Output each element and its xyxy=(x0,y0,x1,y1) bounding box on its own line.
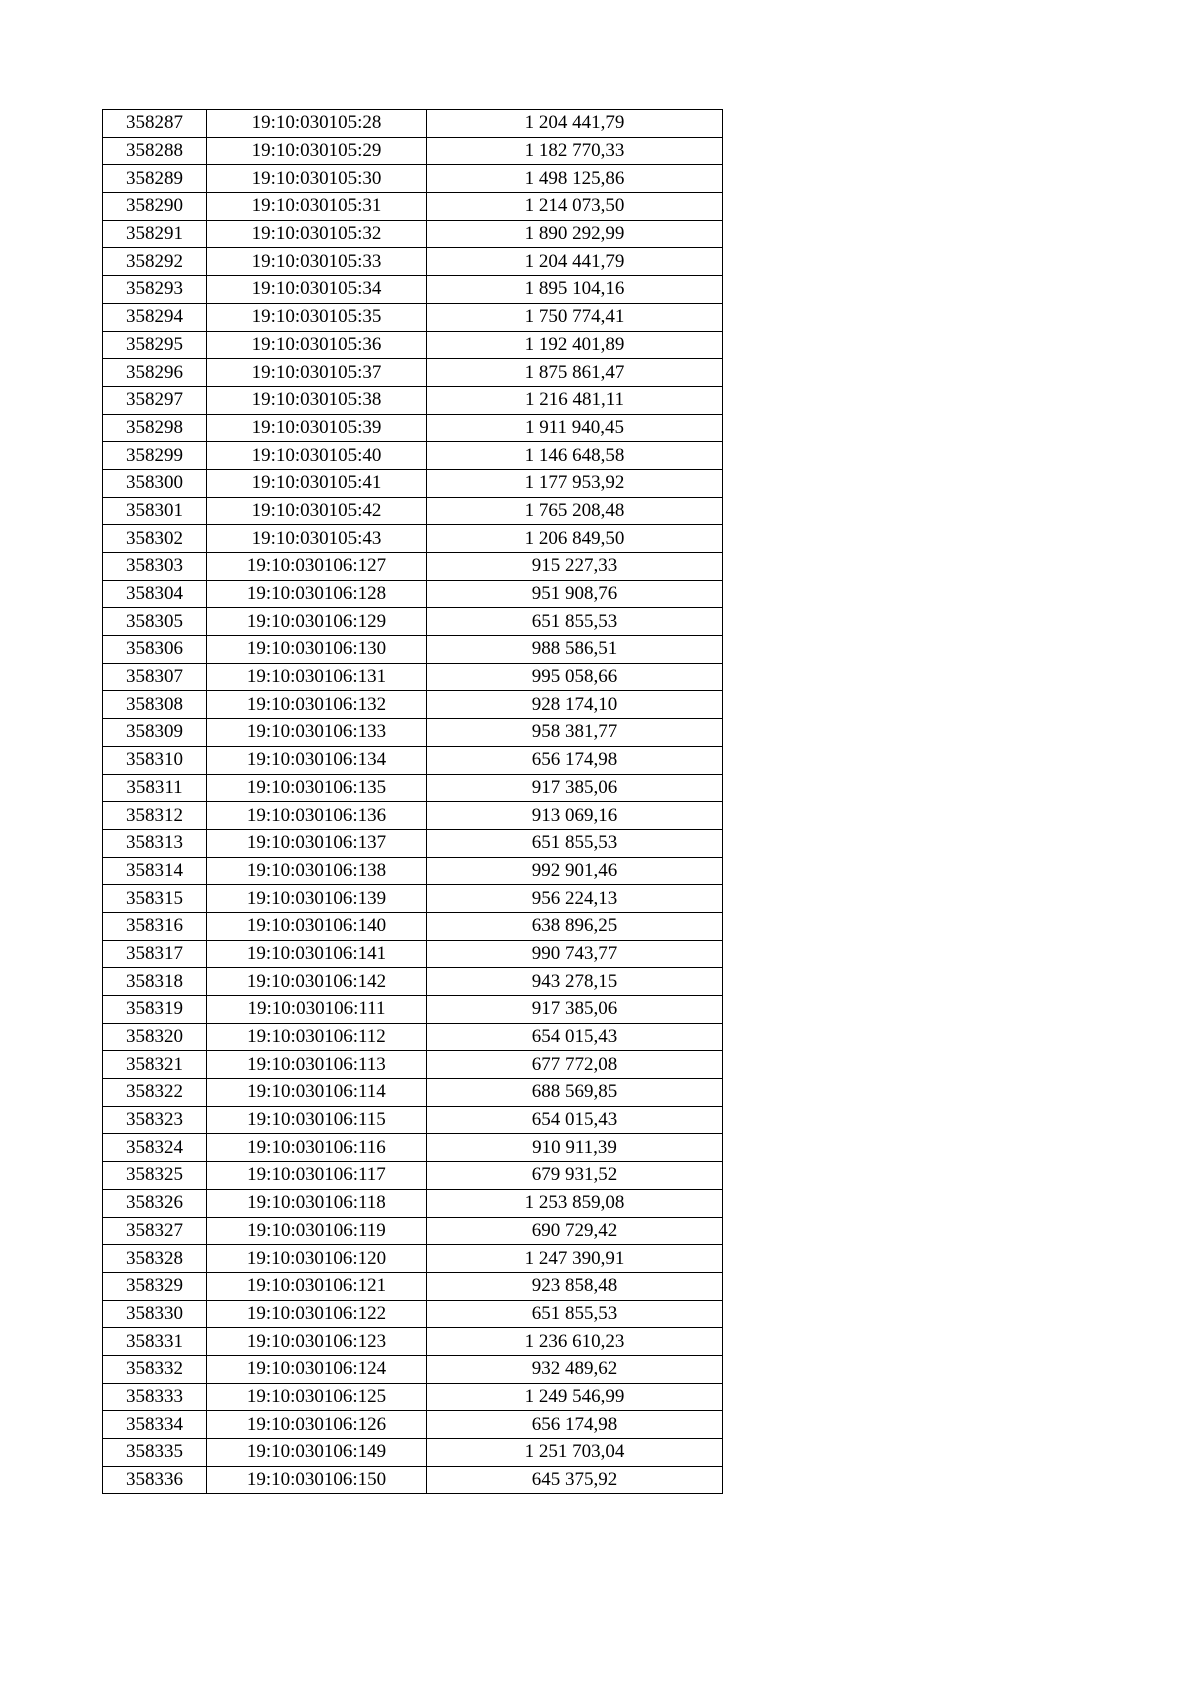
cadastral-number-cell: 19:10:030106:126 xyxy=(207,1411,427,1439)
value-cell: 654 015,43 xyxy=(427,1106,723,1134)
table-row xyxy=(103,442,723,470)
cadastral-number-cell: 19:10:030106:136 xyxy=(207,802,427,830)
row-number-cell: 358298 xyxy=(103,414,207,442)
cadastral-number-cell: 19:10:030106:132 xyxy=(207,691,427,719)
table-row xyxy=(103,276,723,304)
row-number-cell: 358292 xyxy=(103,248,207,276)
cadastral-number-cell: 19:10:030106:111 xyxy=(207,996,427,1024)
value-cell: 1 895 104,16 xyxy=(427,276,723,304)
value-cell: 654 015,43 xyxy=(427,1023,723,1051)
cadastral-number-cell: 19:10:030106:134 xyxy=(207,746,427,774)
table-row xyxy=(103,968,723,996)
value-cell: 651 855,53 xyxy=(427,829,723,857)
row-number-cell: 358296 xyxy=(103,359,207,387)
table-row xyxy=(103,1162,723,1190)
value-cell: 958 381,77 xyxy=(427,719,723,747)
row-number-cell: 358294 xyxy=(103,303,207,331)
table-row xyxy=(103,1106,723,1134)
value-cell: 988 586,51 xyxy=(427,636,723,664)
cadastral-number-cell: 19:10:030106:122 xyxy=(207,1300,427,1328)
cadastral-number-cell: 19:10:030106:149 xyxy=(207,1439,427,1467)
cadastral-number-cell: 19:10:030106:137 xyxy=(207,829,427,857)
row-number-cell: 358328 xyxy=(103,1245,207,1273)
row-number-cell: 358289 xyxy=(103,165,207,193)
value-cell: 677 772,08 xyxy=(427,1051,723,1079)
value-cell: 656 174,98 xyxy=(427,746,723,774)
cadastral-number-cell: 19:10:030106:114 xyxy=(207,1079,427,1107)
row-number-cell: 358330 xyxy=(103,1300,207,1328)
cadastral-number-cell: 19:10:030106:115 xyxy=(207,1106,427,1134)
value-cell: 688 569,85 xyxy=(427,1079,723,1107)
row-number-cell: 358313 xyxy=(103,829,207,857)
value-cell: 645 375,92 xyxy=(427,1466,723,1494)
value-cell: 1 911 940,45 xyxy=(427,414,723,442)
row-number-cell: 358301 xyxy=(103,497,207,525)
table-row xyxy=(103,1328,723,1356)
row-number-cell: 358325 xyxy=(103,1162,207,1190)
row-number-cell: 358329 xyxy=(103,1272,207,1300)
value-cell: 913 069,16 xyxy=(427,802,723,830)
row-number-cell: 358331 xyxy=(103,1328,207,1356)
cadastral-number-cell: 19:10:030105:37 xyxy=(207,359,427,387)
table-row xyxy=(103,553,723,581)
cadastral-number-cell: 19:10:030106:113 xyxy=(207,1051,427,1079)
value-cell: 951 908,76 xyxy=(427,580,723,608)
row-number-cell: 358304 xyxy=(103,580,207,608)
cadastral-number-cell: 19:10:030105:35 xyxy=(207,303,427,331)
table-row xyxy=(103,691,723,719)
cadastral-number-cell: 19:10:030105:40 xyxy=(207,442,427,470)
table-row xyxy=(103,414,723,442)
table-row xyxy=(103,525,723,553)
cadastral-number-cell: 19:10:030105:36 xyxy=(207,331,427,359)
row-number-cell: 358314 xyxy=(103,857,207,885)
row-number-cell: 358315 xyxy=(103,885,207,913)
cadastral-number-cell: 19:10:030106:138 xyxy=(207,857,427,885)
row-number-cell: 358316 xyxy=(103,912,207,940)
table-row xyxy=(103,386,723,414)
cadastral-number-cell: 19:10:030106:128 xyxy=(207,580,427,608)
table-row xyxy=(103,1189,723,1217)
table-row xyxy=(103,857,723,885)
table-row xyxy=(103,719,723,747)
cadastral-number-cell: 19:10:030106:140 xyxy=(207,912,427,940)
value-cell: 1 890 292,99 xyxy=(427,220,723,248)
table-row xyxy=(103,359,723,387)
table-row xyxy=(103,1023,723,1051)
table-row xyxy=(103,1217,723,1245)
table-row xyxy=(103,802,723,830)
row-number-cell: 358312 xyxy=(103,802,207,830)
cadastral-number-cell: 19:10:030106:125 xyxy=(207,1383,427,1411)
cadastral-number-cell: 19:10:030106:127 xyxy=(207,553,427,581)
cadastral-number-cell: 19:10:030105:33 xyxy=(207,248,427,276)
table-row xyxy=(103,469,723,497)
row-number-cell: 358322 xyxy=(103,1079,207,1107)
value-cell: 690 729,42 xyxy=(427,1217,723,1245)
row-number-cell: 358333 xyxy=(103,1383,207,1411)
cadastral-number-cell: 19:10:030106:130 xyxy=(207,636,427,664)
row-number-cell: 358295 xyxy=(103,331,207,359)
table-row xyxy=(103,829,723,857)
table-row xyxy=(103,137,723,165)
cadastral-number-cell: 19:10:030106:120 xyxy=(207,1245,427,1273)
table-row xyxy=(103,220,723,248)
table-row xyxy=(103,1051,723,1079)
cadastral-number-cell: 19:10:030106:117 xyxy=(207,1162,427,1190)
row-number-cell: 358317 xyxy=(103,940,207,968)
table-row xyxy=(103,774,723,802)
value-cell: 928 174,10 xyxy=(427,691,723,719)
row-number-cell: 358327 xyxy=(103,1217,207,1245)
value-cell: 1 253 859,08 xyxy=(427,1189,723,1217)
row-number-cell: 358290 xyxy=(103,193,207,221)
row-number-cell: 358287 xyxy=(103,110,207,138)
table-row xyxy=(103,608,723,636)
value-cell: 1 204 441,79 xyxy=(427,110,723,138)
table-row xyxy=(103,663,723,691)
cadastral-number-cell: 19:10:030106:135 xyxy=(207,774,427,802)
row-number-cell: 358311 xyxy=(103,774,207,802)
cadastral-number-cell: 19:10:030106:133 xyxy=(207,719,427,747)
cadastral-number-cell: 19:10:030105:29 xyxy=(207,137,427,165)
cadastral-number-cell: 19:10:030105:28 xyxy=(207,110,427,138)
cadastral-number-cell: 19:10:030106:150 xyxy=(207,1466,427,1494)
cadastral-number-cell: 19:10:030106:121 xyxy=(207,1272,427,1300)
cadastral-number-cell: 19:10:030106:129 xyxy=(207,608,427,636)
value-cell: 1 498 125,86 xyxy=(427,165,723,193)
value-cell: 1 247 390,91 xyxy=(427,1245,723,1273)
row-number-cell: 358318 xyxy=(103,968,207,996)
value-cell: 679 931,52 xyxy=(427,1162,723,1190)
row-number-cell: 358302 xyxy=(103,525,207,553)
table-row xyxy=(103,303,723,331)
table-row xyxy=(103,746,723,774)
value-cell: 1 192 401,89 xyxy=(427,331,723,359)
row-number-cell: 358299 xyxy=(103,442,207,470)
row-number-cell: 358320 xyxy=(103,1023,207,1051)
value-cell: 923 858,48 xyxy=(427,1272,723,1300)
row-number-cell: 358336 xyxy=(103,1466,207,1494)
value-cell: 651 855,53 xyxy=(427,608,723,636)
cadastral-number-cell: 19:10:030106:142 xyxy=(207,968,427,996)
value-cell: 651 855,53 xyxy=(427,1300,723,1328)
value-cell: 995 058,66 xyxy=(427,663,723,691)
cadastral-number-cell: 19:10:030105:38 xyxy=(207,386,427,414)
value-cell: 1 214 073,50 xyxy=(427,193,723,221)
table-row xyxy=(103,636,723,664)
table-row xyxy=(103,193,723,221)
value-cell: 917 385,06 xyxy=(427,996,723,1024)
value-cell: 992 901,46 xyxy=(427,857,723,885)
table-row xyxy=(103,1383,723,1411)
table-row xyxy=(103,497,723,525)
row-number-cell: 358307 xyxy=(103,663,207,691)
cadastral-number-cell: 19:10:030105:32 xyxy=(207,220,427,248)
value-cell: 1 249 546,99 xyxy=(427,1383,723,1411)
value-cell: 1 146 648,58 xyxy=(427,442,723,470)
table-row xyxy=(103,331,723,359)
value-cell: 1 182 770,33 xyxy=(427,137,723,165)
row-number-cell: 358335 xyxy=(103,1439,207,1467)
value-cell: 1 177 953,92 xyxy=(427,469,723,497)
value-cell: 1 236 610,23 xyxy=(427,1328,723,1356)
table-row xyxy=(103,1079,723,1107)
value-cell: 910 911,39 xyxy=(427,1134,723,1162)
table-row xyxy=(103,996,723,1024)
row-number-cell: 358326 xyxy=(103,1189,207,1217)
row-number-cell: 358288 xyxy=(103,137,207,165)
row-number-cell: 358293 xyxy=(103,276,207,304)
cadastral-number-cell: 19:10:030105:34 xyxy=(207,276,427,304)
cadastral-number-cell: 19:10:030105:42 xyxy=(207,497,427,525)
cadastral-number-cell: 19:10:030105:31 xyxy=(207,193,427,221)
data-table xyxy=(102,109,723,1494)
value-cell: 956 224,13 xyxy=(427,885,723,913)
value-cell: 990 743,77 xyxy=(427,940,723,968)
table-row xyxy=(103,165,723,193)
row-number-cell: 358297 xyxy=(103,386,207,414)
table-row xyxy=(103,1466,723,1494)
table-row xyxy=(103,580,723,608)
value-cell: 638 896,25 xyxy=(427,912,723,940)
table-body xyxy=(103,110,723,1494)
value-cell: 915 227,33 xyxy=(427,553,723,581)
table-row xyxy=(103,1411,723,1439)
table-row xyxy=(103,1134,723,1162)
value-cell: 943 278,15 xyxy=(427,968,723,996)
value-cell: 1 251 703,04 xyxy=(427,1439,723,1467)
row-number-cell: 358303 xyxy=(103,553,207,581)
table-row xyxy=(103,110,723,138)
cadastral-number-cell: 19:10:030105:43 xyxy=(207,525,427,553)
cadastral-number-cell: 19:10:030106:116 xyxy=(207,1134,427,1162)
cadastral-number-cell: 19:10:030106:141 xyxy=(207,940,427,968)
value-cell: 932 489,62 xyxy=(427,1355,723,1383)
row-number-cell: 358323 xyxy=(103,1106,207,1134)
row-number-cell: 358321 xyxy=(103,1051,207,1079)
row-number-cell: 358305 xyxy=(103,608,207,636)
row-number-cell: 358309 xyxy=(103,719,207,747)
cadastral-number-cell: 19:10:030106:124 xyxy=(207,1355,427,1383)
value-cell: 1 204 441,79 xyxy=(427,248,723,276)
cadastral-number-cell: 19:10:030106:139 xyxy=(207,885,427,913)
row-number-cell: 358319 xyxy=(103,996,207,1024)
table-row xyxy=(103,1355,723,1383)
cadastral-number-cell: 19:10:030105:41 xyxy=(207,469,427,497)
table-row xyxy=(103,1300,723,1328)
cadastral-number-cell: 19:10:030105:39 xyxy=(207,414,427,442)
cadastral-number-cell: 19:10:030106:119 xyxy=(207,1217,427,1245)
row-number-cell: 358310 xyxy=(103,746,207,774)
table-row xyxy=(103,912,723,940)
value-cell: 1 216 481,11 xyxy=(427,386,723,414)
row-number-cell: 358308 xyxy=(103,691,207,719)
row-number-cell: 358332 xyxy=(103,1355,207,1383)
value-cell: 1 750 774,41 xyxy=(427,303,723,331)
cadastral-number-cell: 19:10:030106:123 xyxy=(207,1328,427,1356)
table-row xyxy=(103,1245,723,1273)
value-cell: 1 206 849,50 xyxy=(427,525,723,553)
row-number-cell: 358300 xyxy=(103,469,207,497)
table-row xyxy=(103,885,723,913)
value-cell: 917 385,06 xyxy=(427,774,723,802)
value-cell: 1 875 861,47 xyxy=(427,359,723,387)
cadastral-number-cell: 19:10:030106:131 xyxy=(207,663,427,691)
value-cell: 656 174,98 xyxy=(427,1411,723,1439)
cadastral-number-cell: 19:10:030105:30 xyxy=(207,165,427,193)
table-row xyxy=(103,1439,723,1467)
row-number-cell: 358324 xyxy=(103,1134,207,1162)
table-row xyxy=(103,1272,723,1300)
row-number-cell: 358334 xyxy=(103,1411,207,1439)
value-cell: 1 765 208,48 xyxy=(427,497,723,525)
cadastral-number-cell: 19:10:030106:118 xyxy=(207,1189,427,1217)
table-row xyxy=(103,940,723,968)
row-number-cell: 358291 xyxy=(103,220,207,248)
row-number-cell: 358306 xyxy=(103,636,207,664)
table-row xyxy=(103,248,723,276)
cadastral-number-cell: 19:10:030106:112 xyxy=(207,1023,427,1051)
